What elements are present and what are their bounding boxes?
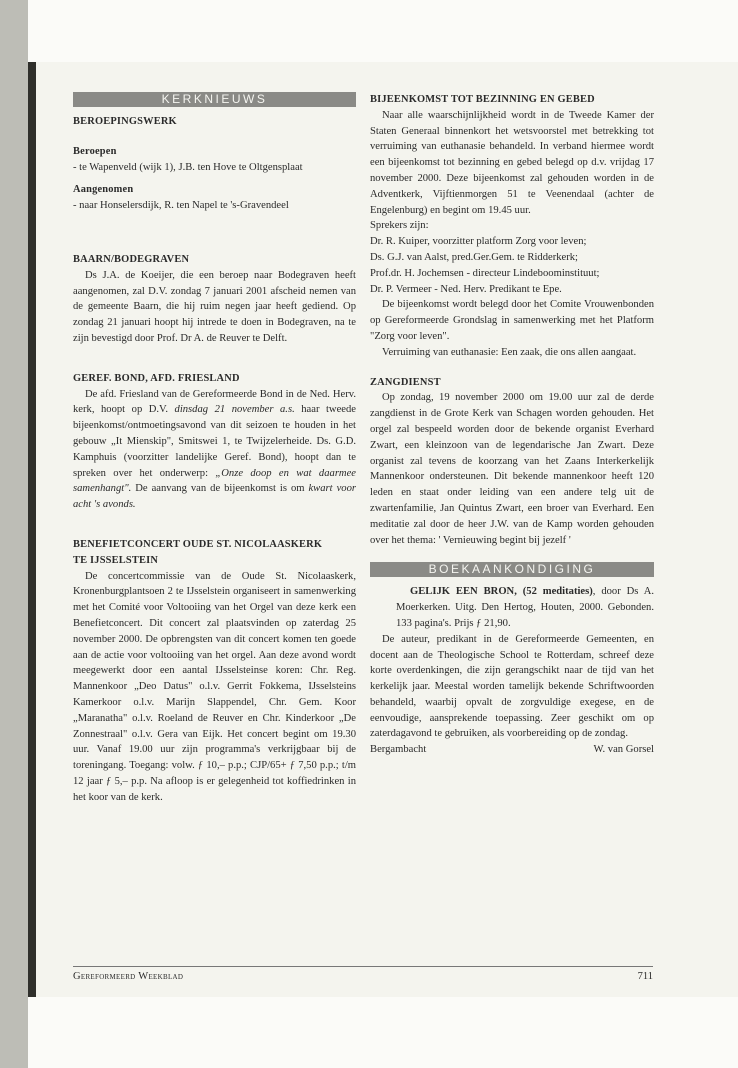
publication-name: Gereformeerd Weekblad	[73, 971, 184, 982]
scan-background	[0, 0, 28, 1068]
article-zangdienst-body: Op zondag, 19 november 2000 om 19.00 uur zal de derde zangdienst in de Grote Kerk van Schagen worden gehouden. Het orgel zal bespeeld worden door de bekende organist Everhard Zwart, een kleinzoon van de legendarische Jan Zwart. Deze organist zal tevens de koorzang van het Zaans Interkerkelijk Mannenkoor ondersteunen. Dit bekende mannenkoor heeft 120 leden en staat onder leiding van een andere telg uit de zwartenfamilie, Jan Quintus Zwart, een broer van Everhard. Een meditatie zal door de heer J.W. van de Kamp worden gehouden over het thema: ' Vernieuwing begint bij jezelf '	[370, 392, 654, 546]
heading-baarn-bodegraven: BAARN/BODEGRAVEN	[73, 253, 190, 265]
subheading-beroepen: Beroepen	[73, 145, 117, 157]
speaker-item: Ds. G.J. van Aalst, pred.Ger.Gem. te Ridderkerk;	[370, 251, 579, 263]
geref-date: dinsdag 21 november a.s.	[174, 404, 295, 416]
geref-text-1: De afd. Friesland van de Gereformeerde Bond in de Ned. Herv. kerk, hoopt op D.V.	[73, 388, 356, 416]
book-title: GELIJK EEN BRON, (52 meditaties)	[410, 586, 593, 598]
heading-bijeenkomst: BIJEENKOMST TOT BEZINNING EN GEBED	[370, 94, 595, 105]
sprekers-label: Sprekers zijn:	[370, 220, 429, 232]
book-meta: , door Ds A. Moerkerken. Uitg. Den Hertog, Houten, 2000. Gebonden. 133 pagina's. Prijs ƒ 21,90.	[396, 586, 655, 629]
heading-geref-bond: GEREF. BOND, AFD. FRIESLAND	[73, 372, 240, 384]
review-place: Bergambacht	[370, 744, 427, 756]
subheading-aangenomen: Aangenomen	[73, 184, 134, 196]
page-footer	[73, 966, 653, 982]
aangenomen-item: - naar Honselersdijk, R. ten Napel te 's-Gravendeel	[73, 200, 289, 212]
binding-edge	[28, 62, 36, 997]
section-banner-boekaankondiging: BOEKAANKONDIGING	[370, 562, 654, 577]
speaker-item: Dr. P. Vermeer - Ned. Herv. Predikant te Epe.	[370, 283, 562, 295]
article-benefiet-body: De concertcommissie van de Oude St. Nicolaaskerk, Kronenburgplantsoen 2 te IJsselstein organiseert in samenwerking met het Comité voor Voltooiing van het Orgel van deze kerk een Benefietconcert. Dit concert zal plaatsvinden op zaterdag 25 november 2000. De opbrengsten van dit concert komen ten goede aan de actie voor voltooiing van het orgel. Aan deze avond wordt meegewerkt door een aantal IJsselsteinse koren: Chr. Reg. Mannenkoor „Deo Datus" o.l.v. Gerrit Fokkema, IJsselsteins Kamerkoor o.l.v. Marijn Slappendel, Chr. Gem. Koor „Maranatha" o.l.v. Roeland de Reuver en Chr. Kinderkoor „De Zonnestraal" o.l.v. Gera van Eijk. Het concert begint om 19.30 uur. Vanaf 19.00 uur zijn programma's verkrijgbaar bij de toreningang. Toegang: volw. ƒ 10,– p.p.; CJP/65+ ƒ 7,50 p.p.; t/m 12 jaar ƒ 5,– p.p. Na afloop is er gelegenheid tot koffiedrinken in het koor van de kerk.	[73, 570, 356, 803]
article-baarn-body: Ds J.A. de Koeijer, die een beroep naar Bodegraven heeft aangenomen, zal D.V. zondag 7 januari 2001 afscheid nemen van de gemeente Baarn, die hij ruim negen jaar heeft gediend. Op zondag 21 januari hoopt hij intrede te doen in Bodegraven, na te zijn bevestigd door Prof. Dr A. de Reuver te Delft.	[73, 269, 356, 344]
geref-time: kwart voor acht 's avonds.	[73, 483, 356, 511]
article-bijeenkomst-organizer: De bijeenkomst wordt belegd door het Comite Vrouwenbonden op Gereformeerde Grondslag in samenwerking met het Platform "Zorg voor leven".	[370, 299, 654, 342]
benefiet-heading-line2: TE IJSSELSTEIN	[73, 554, 159, 566]
left-column	[73, 92, 356, 805]
speaker-item: Dr. R. Kuiper, voorzitter platform Zorg voor leven;	[370, 236, 587, 248]
heading-benefietconcert	[73, 537, 356, 569]
beroepen-item: - te Wapenveld (wijk 1), J.B. ten Hove te Oltgensplaat	[73, 161, 303, 173]
book-announcement-header	[370, 584, 654, 631]
page-number: 711	[637, 971, 653, 982]
section-banner-kerknieuws: KERKNIEUWS	[73, 92, 356, 107]
article-geref-body	[73, 387, 356, 513]
review-author: W. van Gorsel	[593, 744, 654, 756]
heading-zangdienst: ZANGDIENST	[370, 376, 441, 388]
benefiet-heading-line1: BENEFIETCONCERT OUDE ST. NICOLAASKERK	[73, 538, 323, 550]
review-signature	[370, 742, 654, 758]
article-bijeenkomst-body: Naar alle waarschijnlijkheid wordt in de Tweede Kamer der Staten Generaal binnenkort het wetsvoorstel met betrekking tot verruiming van euthanasie behandeld. In verband hiermee wordt een bijeenkomst tot bezinning en gebed belegd op d.v. vrijdag 17 november 2000. Deze bijeenkomst zal gehouden worden in de Adventkerk, Vijftienmorgen 51 te Veenendaal (achter de Engelenburg) en begint om 19.45 uur.	[370, 109, 654, 216]
geref-text-2: haar tweede bijeenkomst/ontmoetingsavond van dit seizoen te houden in het gebouw „It Mienskip", Smitswei 1, te Twijzelerheide. Ds. G.D. Kamphuis (voorzitter landelijke Geref. Bond), hoopt dan te spreken over het onderwerp:	[73, 404, 356, 479]
heading-beroepingswerk: BEROEPINGSWERK	[73, 116, 177, 127]
book-review-body: De auteur, predikant in de Gereformeerde Gemeenten, en docent aan de Theologische School te Rotterdam, schreef deze korte overdenkingen, die zijn gerangschikt naar de tijd van het kerkelijk jaar. Meestal worden tamelijk bekende Schriftwoorden behandeld, waarbij opvalt de zorgvuldige exegese, en de eenvoudige, aansprekende toepassing. Zeer geschikt om op zaterdagavond te gebruiken, als voorbereiding op de zondag.	[370, 633, 654, 740]
right-column	[370, 92, 654, 758]
geref-text-3: De aanvang van de bijeenkomst is om	[131, 483, 309, 495]
speaker-item: Prof.dr. H. Jochemsen - directeur Lindeboominstituut;	[370, 267, 600, 279]
geref-topic: „Onze doop en wat daarmee samenhangt".	[73, 467, 356, 495]
article-bijeenkomst-closing: Verruiming van euthanasie: Een zaak, die ons allen aangaat.	[382, 346, 637, 358]
